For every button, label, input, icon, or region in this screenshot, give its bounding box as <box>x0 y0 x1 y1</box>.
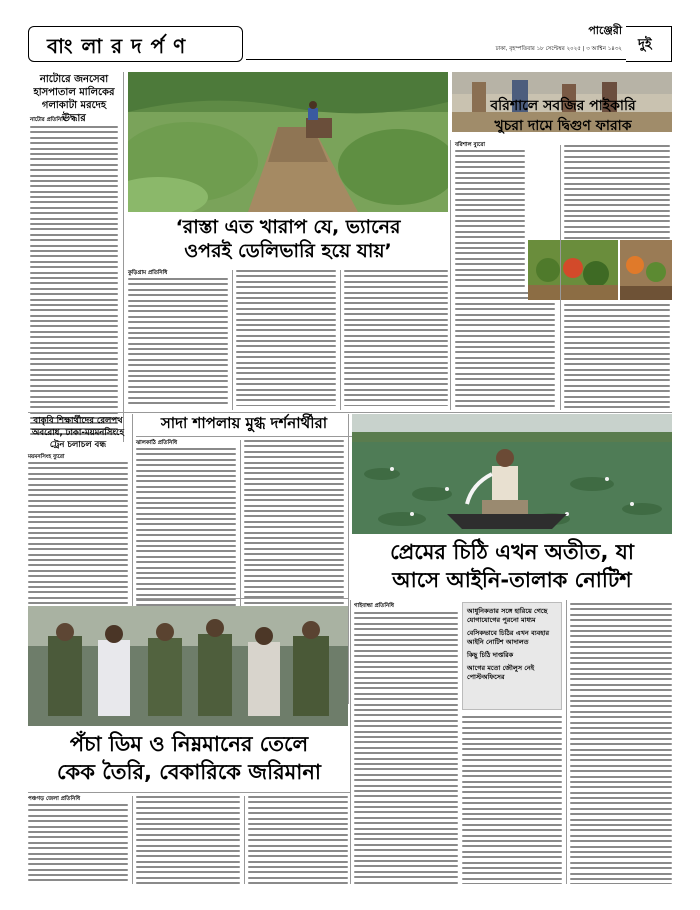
barishal-col-rule <box>560 145 561 410</box>
barishal-body-col1b <box>455 292 555 408</box>
train-headline-1: বাকৃবি শিক্ষার্থীদের রেলপথ <box>33 416 123 426</box>
letter-headline-2: আসে আইনি-তালাক নোটিশ <box>392 568 632 592</box>
vegetable-photo <box>528 240 618 300</box>
highlight-item: কিছু চিঠি দাপ্তরিক <box>467 651 514 659</box>
train-headline-3: ট্রেন চলাচল বন্ধ <box>49 440 107 450</box>
shapla-headline: সাদা শাপলায় মুগ্ধ দর্শনার্থীরা <box>160 414 328 432</box>
barishal-body-col3 <box>564 304 670 408</box>
col-rule-1 <box>123 72 124 442</box>
letter-body-col2 <box>462 716 562 884</box>
highlight-item: আগের মতো জৌলুস নেই পোস্টঅফিসের <box>467 664 535 681</box>
market-photo-image <box>620 240 672 300</box>
road-byline: কুড়িগ্রাম প্রতিনিধি <box>128 270 168 276</box>
cake-col-rule-1 <box>132 796 133 884</box>
section-rule-1 <box>28 412 672 413</box>
cake-rule <box>28 792 350 793</box>
road-headline-1: ‘রাস্তা এত খারাপ যে, ভ্যানের <box>175 216 401 238</box>
train-byline: ময়মনসিংহ ব্যুরো <box>28 454 65 460</box>
cake-headline-1: পঁচা ডিম ও নিম্নমানের তেলে <box>69 732 309 756</box>
cake-body-col2 <box>136 796 240 884</box>
vegetable-photo-image <box>528 240 618 300</box>
cake-col-rule-2 <box>244 796 245 884</box>
road-col-rule-1 <box>232 270 233 410</box>
train-headline-2: অবরোধ, ঢাকা-ময়মনসিংহে <box>32 428 124 438</box>
natore-byline: নাটোর প্রতিনিধি <box>30 117 66 123</box>
cake-headline-2: কেক তৈরি, বেকারিকে জরিমানা <box>56 760 322 784</box>
shapla-byline: ঝালকাঠি প্রতিনিধি <box>136 440 178 446</box>
road-col-rule-2 <box>340 270 341 410</box>
army-photo-image <box>28 606 348 726</box>
army-photo <box>28 606 348 726</box>
natore-headline: নাটোরে জনসেবা হাসপাতাল মালিকের গলাকাটা মরদেহ উদ্ধার <box>33 74 115 124</box>
masthead <box>28 22 672 66</box>
highlight-item: আধুনিকতার সঙ্গে হারিয়ে গেছে যোগাযোগের পুরনো মাধ্যম <box>467 607 548 624</box>
cake-body-col3 <box>248 796 348 884</box>
col-rule-2 <box>450 140 451 410</box>
section-title: বাং লা র দ র্প ণ <box>47 34 187 58</box>
highlight-item: বেসিকভাবে চিঠির এখন ব্যবহার আইনি নোটিশ আদালত <box>467 629 550 646</box>
road-headline-2: ওপরই ডেলিভারি হয়ে যায়’ <box>184 240 392 262</box>
letter-highlights-box <box>462 602 562 710</box>
road-body-col2 <box>236 270 336 406</box>
road-photo <box>128 72 448 212</box>
cake-body-col1 <box>28 804 128 884</box>
road-body-col1 <box>128 278 228 406</box>
dateline: ঢাকা, বৃহস্পতিবার ১৮ সেপ্টেম্বর ২০২৫ | ৩ আশ্বিন ১৪৩২ <box>495 46 622 52</box>
barishal-headline-1: বরিশালে সবজির পাইকারি <box>490 98 636 114</box>
road-body-col3 <box>344 270 448 406</box>
letter-body-col1 <box>354 612 458 884</box>
shapla-photo-image <box>352 414 672 534</box>
page-label-box <box>626 26 672 62</box>
cake-byline: পঞ্চগড় জেলা প্রতিনিধি <box>28 796 81 802</box>
page-label: দুই <box>638 37 652 52</box>
barishal-headline-2: খুচরা দামে দ্বিগুণ ফারাক <box>494 118 632 134</box>
shapla-photo <box>352 414 672 534</box>
col-rule-4 <box>350 600 351 884</box>
shapla-col-rule-2 <box>348 414 349 704</box>
paper-name: পাঞ্জেরী <box>588 24 622 37</box>
barishal-body-col1 <box>455 150 525 290</box>
barishal-byline: বরিশাল ব্যুরো <box>455 142 486 148</box>
letter-body-col3 <box>570 603 672 884</box>
masthead-rule <box>246 59 626 60</box>
barishal-body-col2 <box>564 145 670 240</box>
section-title-box <box>28 26 243 62</box>
section-rule-2 <box>136 598 348 599</box>
letter-byline: গাইবান্ধা প্রতিনিধি <box>354 603 394 609</box>
road-photo-image <box>128 72 448 212</box>
letter-headline-1: প্রেমের চিঠি এখন অতীত, যা <box>390 540 634 564</box>
natore-body <box>30 126 118 438</box>
market-photo <box>620 240 672 300</box>
letter-col-rule <box>566 600 567 884</box>
shapla-underline <box>136 436 352 437</box>
